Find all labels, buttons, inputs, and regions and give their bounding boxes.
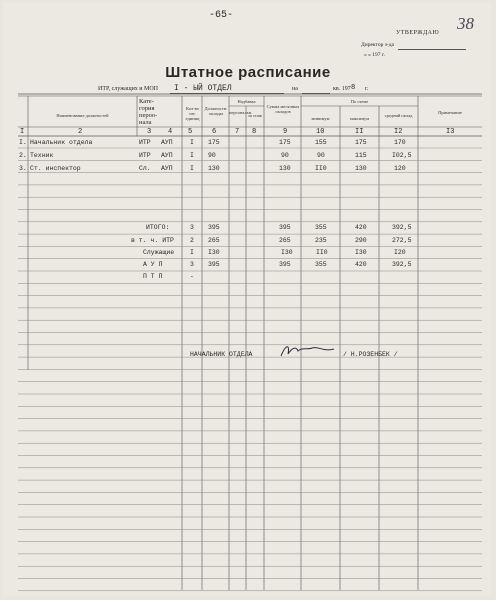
- salary: 395: [208, 224, 220, 231]
- column-number: 4: [168, 128, 173, 136]
- avg: 170: [394, 139, 406, 146]
- header-category: Кате- гория пероо- нала: [139, 98, 158, 126]
- avg: I02,5: [392, 152, 412, 159]
- sum: I30: [281, 249, 293, 256]
- total-label: ИТОГО:: [146, 224, 170, 231]
- min: 355: [315, 224, 327, 231]
- qty: 3: [190, 261, 194, 268]
- sum: 90: [281, 152, 289, 159]
- max: 290: [355, 237, 367, 244]
- header-bonus-personal: персональн.: [229, 110, 253, 115]
- column-number: 3: [147, 128, 152, 136]
- salary: 130: [208, 165, 220, 172]
- salary: 395: [208, 261, 220, 268]
- position-name: Техник: [30, 152, 54, 159]
- handwritten-sheet-number: 38: [457, 14, 474, 33]
- qty: -: [190, 273, 194, 280]
- signature-name: / Н.РОЗЕНБЕК /: [343, 351, 398, 358]
- qty: I: [190, 139, 194, 146]
- header-min: минимум: [311, 116, 330, 121]
- sum: 130: [279, 165, 291, 172]
- salary: 265: [208, 237, 220, 244]
- column-number: I2: [394, 128, 403, 136]
- header-avg: средний оклад: [384, 113, 413, 118]
- qty: I: [190, 165, 194, 172]
- qty: 2: [190, 237, 194, 244]
- column-number: I3: [446, 128, 455, 136]
- document-subtitle: ИТР, служащих и МОП: [98, 86, 159, 92]
- min: 235: [315, 237, 327, 244]
- column-number: 6: [212, 128, 217, 136]
- year-digit: 8: [351, 84, 356, 92]
- quarter-label: кв. 197: [333, 86, 351, 92]
- column-number: 9: [283, 128, 288, 136]
- avg: 120: [394, 165, 406, 172]
- header-note: Примечание: [438, 110, 462, 115]
- total-label: П Т П: [143, 273, 163, 280]
- header-sum: Сумма месячных окладов: [266, 104, 300, 114]
- qty: I: [190, 152, 194, 159]
- header-max: максимум: [349, 116, 370, 121]
- avg: 392,5: [392, 224, 412, 231]
- min: 155: [315, 139, 327, 146]
- category: Сл.: [139, 165, 151, 172]
- approval-date-line: « » 197 г.: [364, 52, 385, 58]
- max: I30: [355, 249, 367, 256]
- total-label: Служащие: [143, 249, 175, 256]
- position-name: Ст. инспектор: [30, 165, 81, 172]
- header-bonus-tenure: за стаж: [247, 113, 263, 118]
- max: 175: [355, 139, 367, 146]
- avg: 272,5: [392, 237, 412, 244]
- period-underline: [302, 93, 330, 94]
- unit: АУП: [161, 152, 173, 159]
- column-number: I: [20, 128, 25, 136]
- max: 420: [355, 224, 367, 231]
- header-bonus: Надбавка: [237, 99, 256, 104]
- handwritten-signature: [278, 342, 338, 360]
- period-label: на: [292, 86, 298, 92]
- salary: 90: [208, 152, 216, 159]
- avg: I20: [394, 249, 406, 256]
- category: ИТР: [139, 139, 151, 146]
- min: II0: [316, 249, 328, 256]
- signature-title: НАЧАЛЬНИК ОТДЕЛА: [190, 351, 253, 358]
- row-number: I.: [19, 139, 27, 146]
- column-number: 2: [78, 128, 83, 136]
- sum: 395: [279, 261, 291, 268]
- approval-label: УТВЕРЖДАЮ: [396, 30, 440, 36]
- sum: 265: [279, 237, 291, 244]
- year-suffix: г.: [365, 86, 369, 92]
- position-name: Начальник отдела: [30, 139, 93, 146]
- min: II0: [315, 165, 327, 172]
- column-number: 7: [235, 128, 240, 136]
- header-qty: Кол-во шт. единиц: [185, 106, 200, 121]
- row-number: 2.: [19, 152, 27, 159]
- column-number: II: [355, 128, 364, 136]
- column-number: 5: [188, 128, 193, 136]
- header-salary: Должностн. оклады: [204, 106, 228, 116]
- sum: 175: [279, 139, 291, 146]
- sum: 395: [279, 224, 291, 231]
- column-number: 8: [252, 128, 257, 136]
- row-number: 3.: [19, 165, 27, 172]
- avg: 392,5: [392, 261, 412, 268]
- max: 130: [355, 165, 367, 172]
- approval-director: Директор з-да: [361, 42, 394, 48]
- salary: I30: [208, 249, 220, 256]
- header-name: Наименование должностей: [56, 113, 109, 118]
- category: ИТР: [139, 152, 151, 159]
- min: 355: [315, 261, 327, 268]
- column-number: 10: [316, 128, 325, 136]
- qty: I: [190, 249, 194, 256]
- department-underline: [170, 93, 284, 94]
- unit: АУП: [161, 139, 173, 146]
- department-name: I - ЫЙ ОТДЕЛ: [174, 84, 232, 93]
- qty: 3: [190, 224, 194, 231]
- min: 90: [317, 152, 325, 159]
- header-by-scheme: По схеме: [350, 99, 369, 104]
- total-label: А У П: [143, 261, 163, 268]
- document-title: Штатное расписание: [165, 64, 331, 81]
- salary: 175: [208, 139, 220, 146]
- total-label: в т. ч. ИТР: [131, 237, 174, 244]
- max: 420: [355, 261, 367, 268]
- page-number: -65-: [209, 10, 234, 21]
- max: 115: [355, 152, 367, 159]
- director-signature-line: [398, 49, 466, 50]
- unit: АУП: [161, 165, 173, 172]
